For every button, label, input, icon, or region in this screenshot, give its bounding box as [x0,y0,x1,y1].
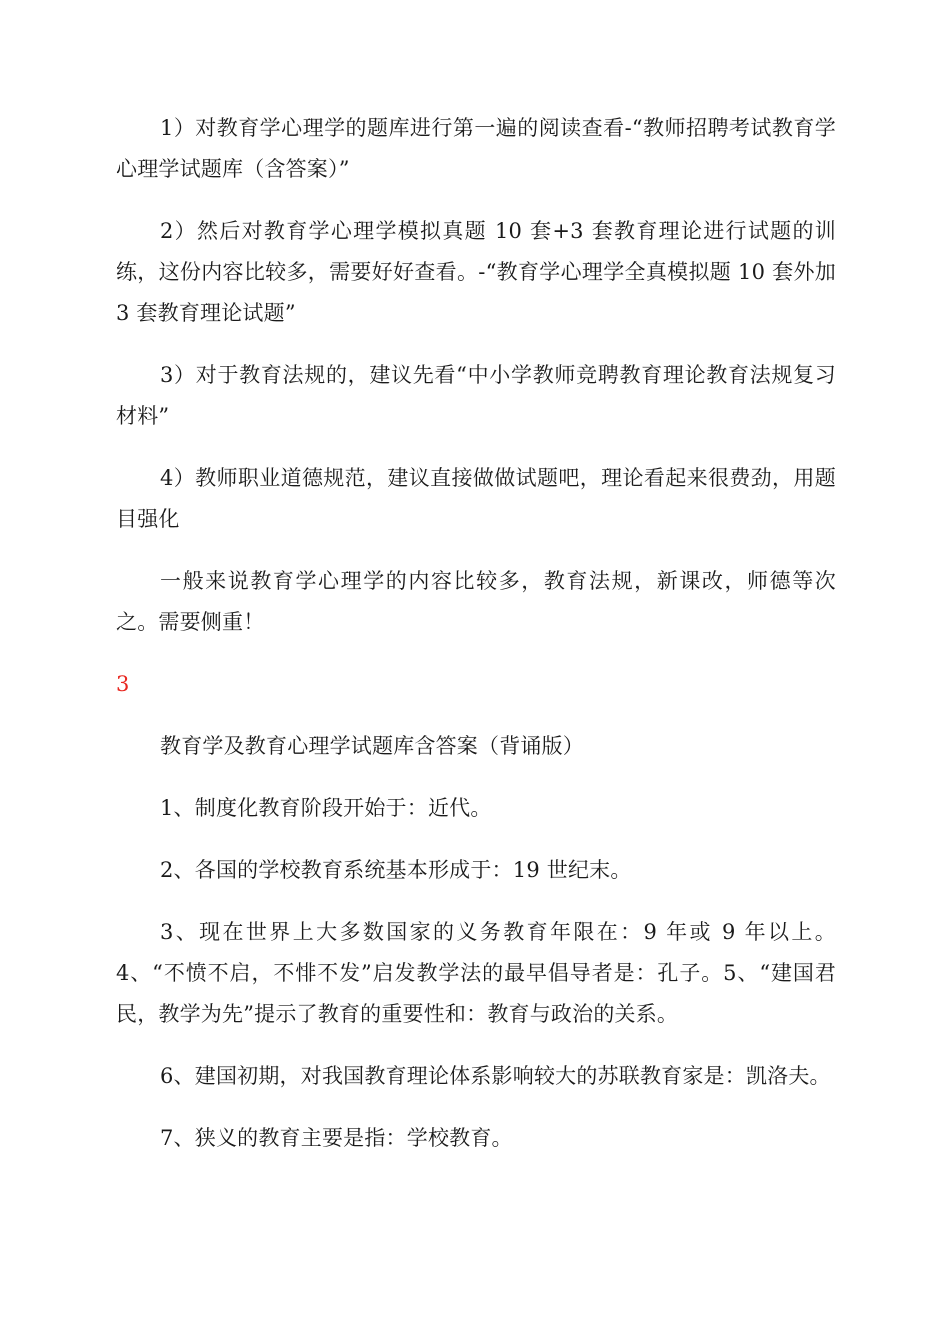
question-item-2: 2、各国的学校教育系统基本形成于：19 世纪末。 [160,858,632,882]
question-item-1: 1、制度化教育阶段开始于：近代。 [160,796,492,820]
section-number: 3 [116,672,130,696]
document-body [116,108,836,1180]
paragraph-summary: 一般来说教育学心理学的内容比较多，教育法规，新课改，师德等次之。需要侧重！ [116,569,836,634]
question-item-6: 6、建国初期，对我国教育理论体系影响较大的苏联教育家是：凯洛夫。 [160,1064,831,1088]
section-title: 教育学及教育心理学试题库含答案（背诵版） [160,734,584,758]
paragraph-step-4: 4）教师职业道德规范，建议直接做做试题吧，理论看起来很费劲，用题目强化 [116,466,836,531]
paragraph-step-1: 1）对教育学心理学的题库进行第一遍的阅读查看-“教师招聘考试教育学心理学试题库（含答案）” [116,116,836,181]
question-item-7: 7、狭义的教育主要是指：学校教育。 [160,1126,513,1150]
question-item-3-5: 3、现在世界上大多数国家的义务教育年限在：9 年或 9 年以上。4、“不愤不启，不悱不发”启发教学法的最早倡导者是：孔子。5、“建国君民，教学为先”提示了教育的重要性和：教育与政治的关系。 [116,920,836,1026]
paragraph-step-3: 3）对于教育法规的，建议先看“中小学教师竞聘教育理论教育法规复习材料” [116,363,836,428]
paragraph-step-2: 2）然后对教育学心理学模拟真题 10 套+3 套教育理论进行试题的训练，这份内容比较多，需要好好查看。-“教育学心理学全真模拟题 10 套外加 3 套教育理论试题” [116,219,836,325]
